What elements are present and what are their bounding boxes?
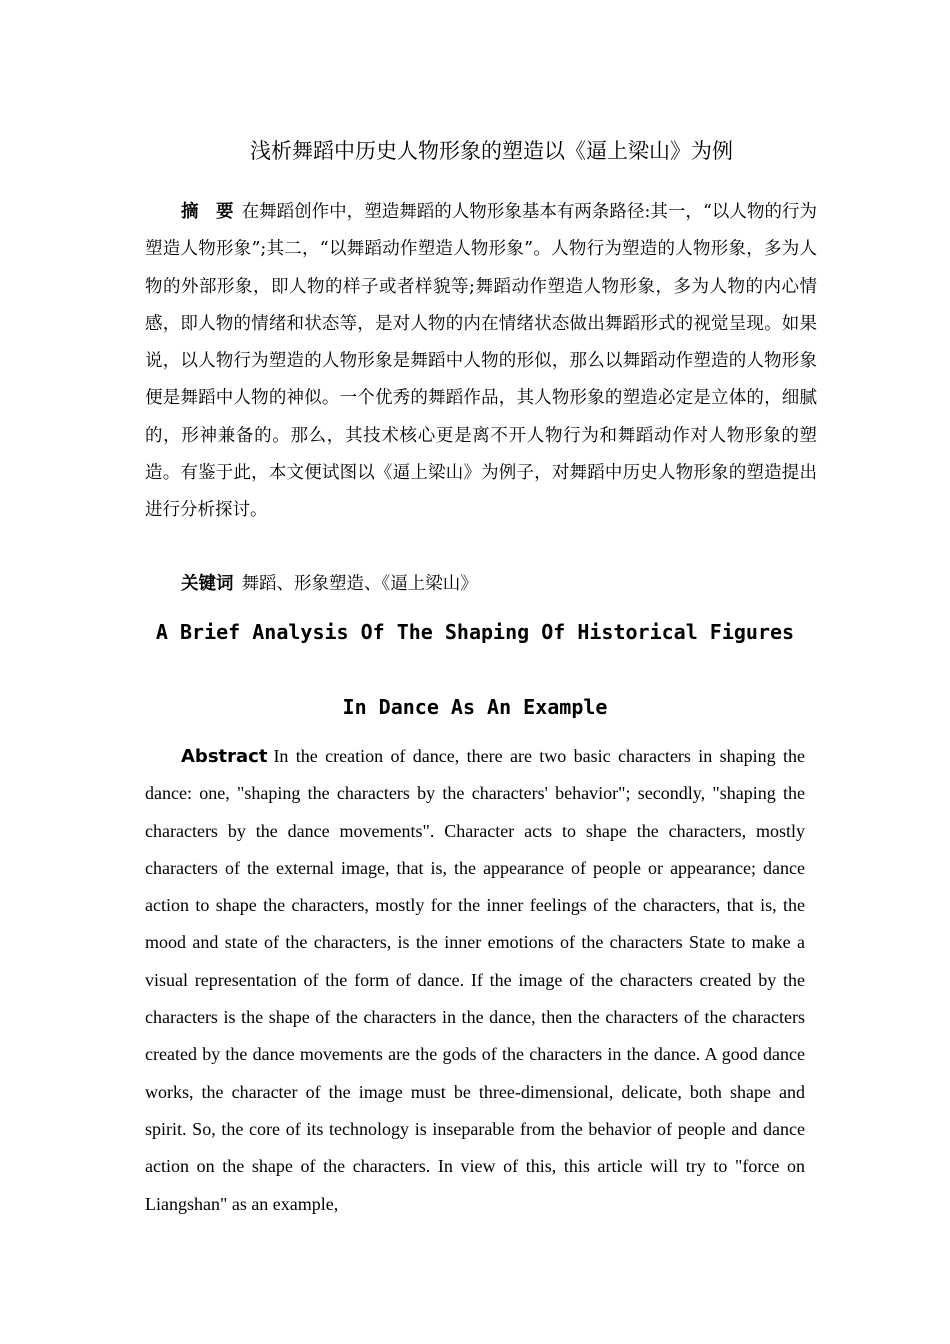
chinese-abstract-text: 在舞蹈创作中，塑造舞蹈的人物形象基本有两条路径:其一，“以人物的行为塑造人物形象”;其二，“以舞蹈动作塑造人物形象”。人物行为塑造的人物形象，多为人物的外部形象，即人物的样子或者样貌等;舞蹈动作塑造人物形象，多为人物的内心情感，即人物的情绪和状态等，是对人物的内在情绪状态做出舞蹈形式的视觉呈现。如果说，以人物行为塑造的人物形象是舞蹈中人物的形似，那么以舞蹈动作塑造的人物形象便是舞蹈中人物的神似。一个优秀的舞蹈作品，其人物形象的塑造必定是立体的，细腻的，形神兼备的。那么，其技术核心更是离不开人物行为和舞蹈动作对人物形象的塑造。有鉴于此，本文便试图以《逼上梁山》为例子，对舞蹈中历史人物形象的塑造提出进行分析探讨。 xyxy=(145,202,818,521)
english-abstract-text: In the creation of dance, there are two basic characters in shaping the dance: one, "shaping the characters by the characters' behavior"; secondly, "shaping the characters by the dance movements". Character acts to shape the characters, mostly characters of the external image, that is, the appearance of people or appearance; dance action to shape the characters, mostly for the inner feelings of the characters, that is, the mood and state of the characters, is the inner emotions of the characters State to make a visual representation of the form of dance. If the image of the characters created by the characters is the shape of the characters in the dance, then the characters of the characters created by the dance movements are the gods of the characters in the dance. A good dance works, the character of the image must be three-dimensional, delicate, both shape and spirit. So, the core of its technology is inseparable from the behavior of people and dance action on the shape of the characters. In view of this, this article will try to "force on Liangshan" as an example, xyxy=(145,746,805,1214)
english-title-line-2: In Dance As An Example xyxy=(342,695,608,719)
chinese-keywords xyxy=(181,566,821,603)
chinese-abstract xyxy=(145,194,817,530)
chinese-keywords-label: 关键词 xyxy=(181,574,234,594)
english-title-line-1: A Brief Analysis Of The Shaping Of Historical Figures xyxy=(155,620,795,644)
chinese-abstract-label: 摘 要 xyxy=(181,202,234,222)
chinese-keywords-text: 舞蹈、形象塑造、《逼上梁山》 xyxy=(241,574,478,594)
chinese-title: 浅析舞蹈中历史人物形象的塑造以《逼上梁山》为例 xyxy=(250,139,733,163)
english-abstract-label: Abstract xyxy=(181,746,268,767)
english-abstract xyxy=(145,738,805,1224)
